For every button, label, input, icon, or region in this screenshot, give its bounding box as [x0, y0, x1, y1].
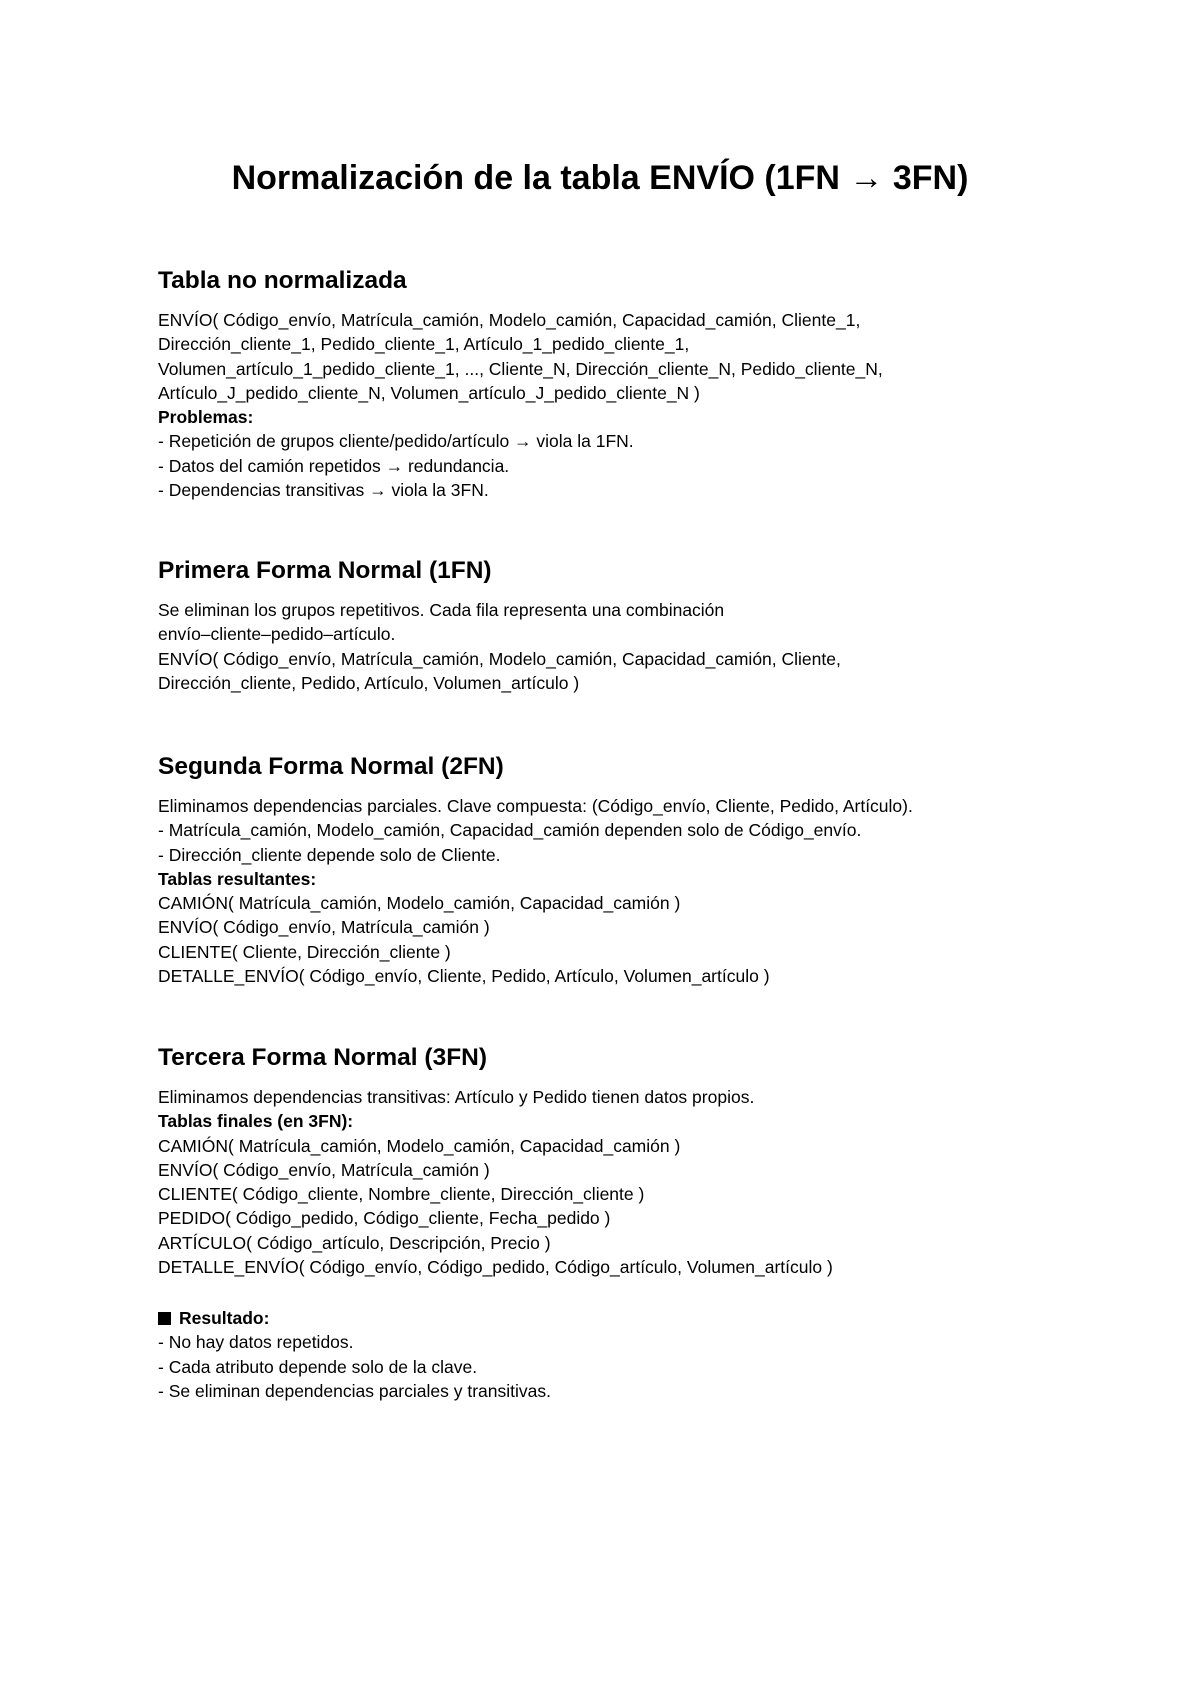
tables-label: Tablas resultantes: — [158, 868, 317, 889]
section-heading: Tercera Forma Normal (3FN) — [158, 1044, 488, 1071]
paragraph-line: Se eliminan los grupos repetitivos. Cada fila representa una combinación — [158, 600, 725, 620]
schema-line: ENVÍO( Código_envío, Matrícula_camión, Modelo_camión, Capacidad_camión, Cliente, — [158, 648, 841, 669]
table-schema: CAMIÓN( Matrícula_camión, Modelo_camión, Capacidad_camión ) — [158, 893, 681, 914]
paragraph-line: - Matrícula_camión, Modelo_camión, Capacidad_camión dependen solo de Código_envío. — [158, 820, 862, 841]
table-schema: PEDIDO( Código_pedido, Código_cliente, Fecha_pedido ) — [158, 1208, 611, 1229]
paragraph-line: Eliminamos dependencias parciales. Clave compuesta: (Código_envío, Cliente, Pedido, Artículo). — [158, 796, 913, 816]
result-item: - No hay datos repetidos. — [158, 1332, 354, 1353]
section-heading: Segunda Forma Normal (2FN) — [158, 753, 504, 780]
tables-label: Tablas finales (en 3FN): — [158, 1111, 354, 1132]
result-heading — [158, 1306, 1058, 1330]
table-schema: DETALLE_ENVÍO( Código_envío, Código_pedido, Código_artículo, Volumen_artículo ) — [158, 1257, 833, 1278]
schema-line: Dirección_cliente, Pedido, Artículo, Volumen_artículo ) — [158, 672, 580, 693]
table-schema: CAMIÓN( Matrícula_camión, Modelo_camión, Capacidad_camión ) — [158, 1135, 681, 1156]
document-title: Normalización de la tabla ENVÍO (1FN → 3FN) — [231, 159, 969, 197]
problem-item: - Repetición de grupos cliente/pedido/artículo → viola la 1FN. — [158, 431, 634, 452]
paragraph-line: Eliminamos dependencias transitivas: Artículo y Pedido tienen datos propios. — [158, 1087, 755, 1107]
section-heading: Primera Forma Normal (1FN) — [158, 557, 492, 584]
table-schema: DETALLE_ENVÍO( Código_envío, Cliente, Pedido, Artículo, Volumen_artículo ) — [158, 966, 770, 987]
section-heading: Tabla no normalizada — [158, 267, 407, 294]
schema-line: Volumen_artículo_1_pedido_cliente_1, ..., Cliente_N, Dirección_cliente_N, Pedido_cliente_N, — [158, 358, 883, 379]
table-schema: ARTÍCULO( Código_artículo, Descripción, Precio ) — [158, 1232, 551, 1253]
result-label: Resultado: — [179, 1308, 270, 1328]
table-schema: CLIENTE( Cliente, Dirección_cliente ) — [158, 941, 451, 962]
problem-item: - Datos del camión repetidos → redundancia. — [158, 455, 510, 476]
problem-item: - Dependencias transitivas → viola la 3FN. — [158, 480, 489, 501]
result-item: - Se eliminan dependencias parciales y transitivas. — [158, 1380, 551, 1401]
schema-line: Artículo_J_pedido_cliente_N, Volumen_artículo_J_pedido_cliente_N ) — [158, 382, 700, 403]
paragraph-line: - Dirección_cliente depende solo de Cliente. — [158, 844, 501, 865]
square-bullet-icon — [158, 1312, 171, 1325]
table-schema: ENVÍO( Código_envío, Matrícula_camión ) — [158, 1159, 490, 1180]
schema-line: ENVÍO( Código_envío, Matrícula_camión, Modelo_camión, Capacidad_camión, Cliente_1, — [158, 310, 861, 330]
result-item: - Cada atributo depende solo de la clave. — [158, 1356, 478, 1377]
table-schema: ENVÍO( Código_envío, Matrícula_camión ) — [158, 917, 490, 938]
section-unnormalized — [158, 264, 1058, 502]
section-first-normal-form — [158, 554, 1058, 695]
schema-line: Dirección_cliente_1, Pedido_cliente_1, Artículo_1_pedido_cliente_1, — [158, 334, 690, 355]
section-second-normal-form — [158, 750, 1058, 988]
table-schema: CLIENTE( Código_cliente, Nombre_cliente, Dirección_cliente ) — [158, 1184, 645, 1205]
paragraph-line: envío–cliente–pedido–artículo. — [158, 624, 396, 645]
section-third-normal-form — [158, 1041, 1058, 1279]
section-result — [158, 1306, 1058, 1403]
problems-label: Problemas: — [158, 407, 254, 428]
